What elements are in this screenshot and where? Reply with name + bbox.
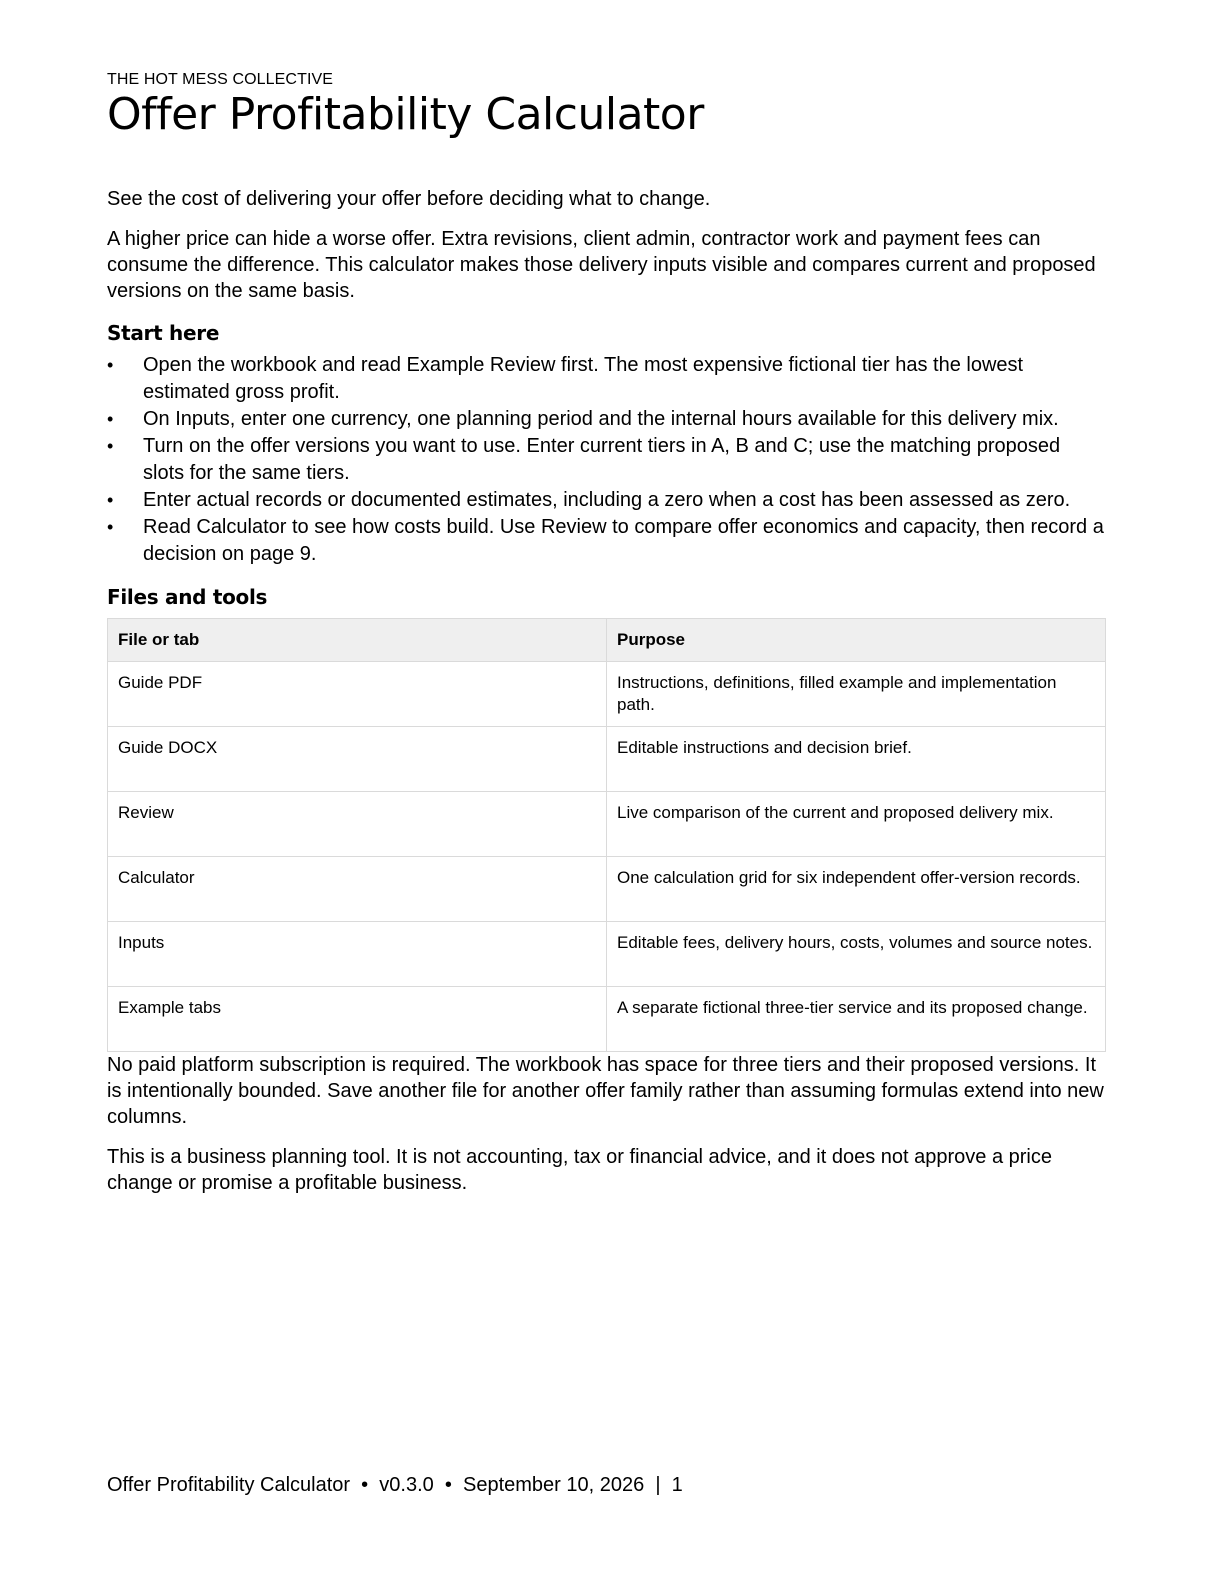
explainer-paragraph: A higher price can hide a worse offer. Extra revisions, client admin, contractor work and payment fees can consume the difference. This calculator makes those delivery inputs visible and compares current and proposed versions on the same basis. xyxy=(107,228,1096,302)
file-name-cell: Calculator xyxy=(108,857,607,922)
file-name-cell: Example tabs xyxy=(108,987,607,1052)
file-name-cell: Guide DOCX xyxy=(108,727,607,792)
bullet-icon: • xyxy=(107,409,114,429)
files-table-header-row xyxy=(108,619,1106,662)
table-row xyxy=(108,987,1106,1052)
table-row xyxy=(108,727,1106,792)
purpose-cell: Live comparison of the current and proposed delivery mix. xyxy=(607,792,1106,857)
table-row xyxy=(108,792,1106,857)
list-item xyxy=(107,433,1105,487)
files-table xyxy=(107,618,1106,1052)
start-here-heading: Start here xyxy=(107,321,220,345)
list-item-text: On Inputs, enter one currency, one planning period and the internal hours available for this delivery mix. xyxy=(143,408,1059,430)
list-item-text: Turn on the offer versions you want to use. Enter current tiers in A, B and C; use the matching proposed slots for the same tiers. xyxy=(143,435,1061,484)
bullet-icon: • xyxy=(107,436,114,456)
list-item xyxy=(107,352,1105,406)
list-item xyxy=(107,406,1105,433)
purpose-cell: One calculation grid for six independent offer-version records. xyxy=(607,857,1106,922)
file-name-cell: Review xyxy=(108,792,607,857)
table-row xyxy=(108,922,1106,987)
purpose-cell: Editable instructions and decision brief. xyxy=(607,727,1106,792)
purpose-cell: Instructions, definitions, filled example and implementation path. xyxy=(607,662,1106,727)
files-and-tools-heading: Files and tools xyxy=(107,585,268,609)
column-header-file: File or tab xyxy=(108,619,607,662)
purpose-cell: Editable fees, delivery hours, costs, volumes and source notes. xyxy=(607,922,1106,987)
bullet-icon: • xyxy=(107,490,114,510)
table-row xyxy=(108,857,1106,922)
bullet-icon: • xyxy=(107,355,114,375)
column-header-purpose: Purpose xyxy=(607,619,1106,662)
brand-name: THE HOT MESS COLLECTIVE xyxy=(107,71,334,88)
page-footer: Offer Profitability Calculator • v0.3.0 • September 10, 2026 | 1 xyxy=(107,1474,683,1496)
platform-note-paragraph: No paid platform subscription is required. The workbook has space for three tiers and their proposed versions. It is intentionally bounded. Save another file for another offer family rather than assuming formulas extend into new columns. xyxy=(107,1054,1104,1128)
purpose-cell: A separate fictional three-tier service and its proposed change. xyxy=(607,987,1106,1052)
disclaimer-paragraph: This is a business planning tool. It is not accounting, tax or financial advice, and it does not approve a price change or promise a profitable business. xyxy=(107,1146,1052,1194)
table-row xyxy=(108,662,1106,727)
list-item-text: Read Calculator to see how costs build. Use Review to compare offer economics and capacity, then record a decision on page 9. xyxy=(143,516,1104,565)
intro-paragraph: See the cost of delivering your offer before deciding what to change. xyxy=(107,188,711,210)
list-item-text: Enter actual records or documented estimates, including a zero when a cost has been assessed as zero. xyxy=(143,489,1071,511)
bullet-icon: • xyxy=(107,517,114,537)
list-item xyxy=(107,487,1105,514)
page-title: Offer Profitability Calculator xyxy=(107,89,704,140)
list-item xyxy=(107,514,1105,568)
start-here-list xyxy=(107,352,1105,568)
file-name-cell: Inputs xyxy=(108,922,607,987)
file-name-cell: Guide PDF xyxy=(108,662,607,727)
document-page xyxy=(107,70,1105,1196)
list-item-text: Open the workbook and read Example Review first. The most expensive fictional tier has the lowest estimated gross profit. xyxy=(143,354,1024,403)
